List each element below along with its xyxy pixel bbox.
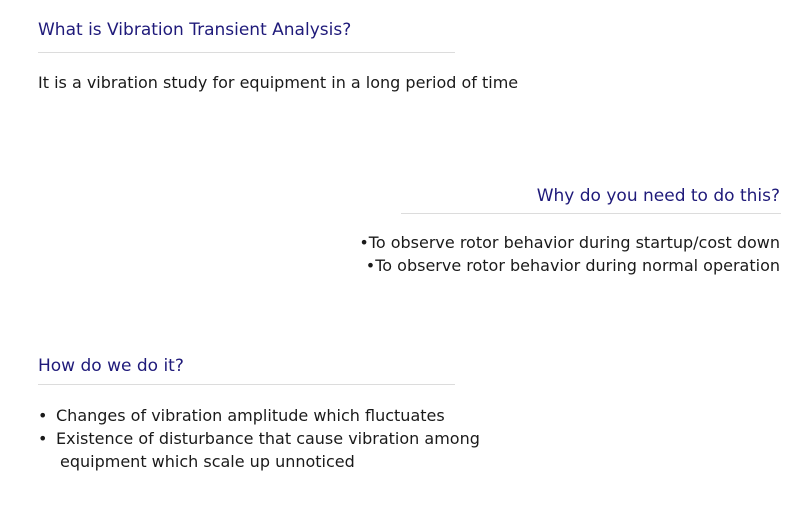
list-item: [351, 254, 780, 277]
bullet-icon: •: [38, 406, 48, 425]
section-how-divider: [38, 384, 455, 385]
list-item-text: To observe rotor behavior during startup/cost down: [368, 233, 780, 252]
list-item: [38, 427, 480, 450]
bullet-icon: •: [365, 256, 376, 275]
list-item-text: equipment which scale up unnoticed: [60, 452, 355, 471]
list-item-text: Existence of disturbance that cause vibration among: [56, 429, 480, 448]
section-why-list: [351, 231, 780, 277]
bullet-icon: •: [38, 429, 48, 448]
list-item: [38, 404, 480, 427]
list-item-continuation: [38, 450, 480, 473]
section-how-list: [38, 404, 480, 473]
section-what-title: What is Vibration Transient Analysis?: [38, 20, 352, 40]
list-item-text: To observe rotor behavior during normal operation: [375, 256, 780, 275]
section-how-title: How do we do it?: [38, 356, 184, 376]
section-what-body: It is a vibration study for equipment in a long period of time: [38, 73, 519, 92]
list-item: [351, 231, 780, 254]
section-what-divider: [38, 52, 455, 53]
bullet-icon: •: [359, 233, 369, 252]
section-why-title: Why do you need to do this?: [536, 186, 780, 206]
section-why-divider: [401, 213, 781, 214]
list-item-text: Changes of vibration amplitude which fluctuates: [56, 406, 445, 425]
